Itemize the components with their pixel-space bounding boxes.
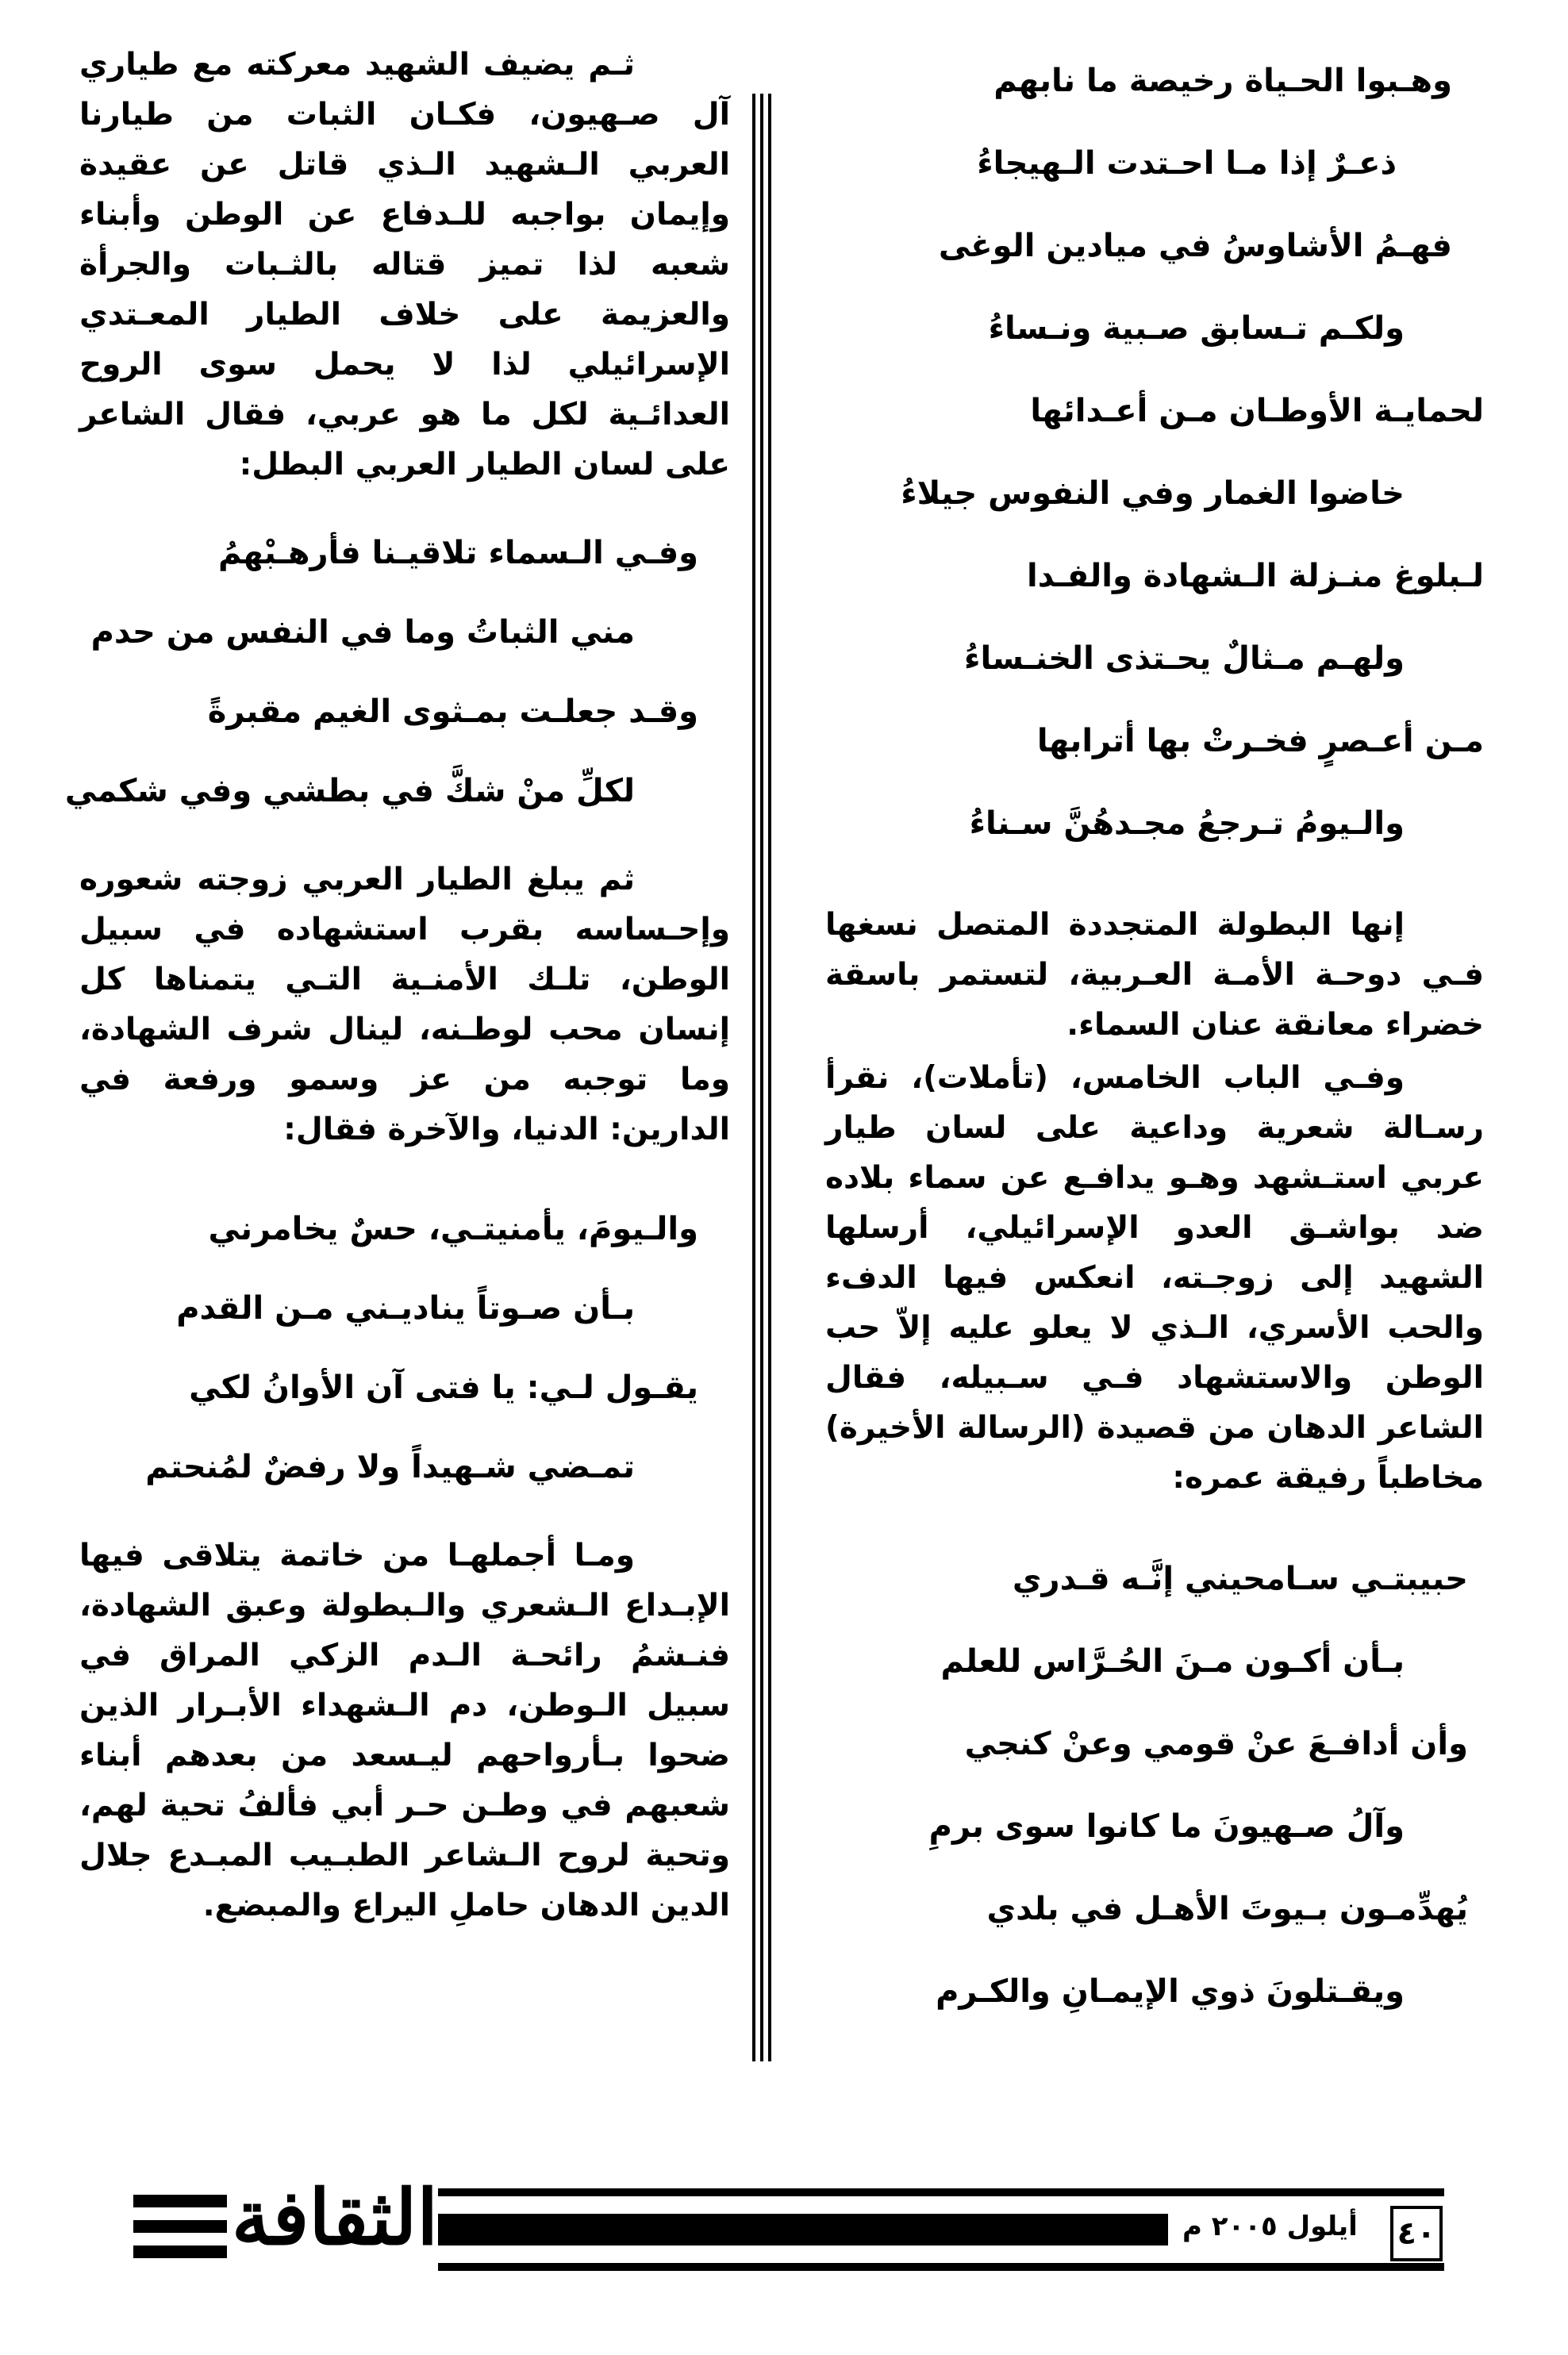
verse-line: يُهدِّمـون بـيوتَ الأهـل في بلدي	[986, 1891, 1468, 1927]
verse-line: ويقـتلونَ ذوي الإيمـانِ والكـرم	[936, 1973, 1405, 2010]
verse-line: لكلِّ منْ شكَّ في بطشي وفي شكمي	[64, 773, 635, 809]
verse-line: وفـي الـسماء تلاقيـنا فأرهـبْهمُ	[217, 535, 698, 571]
paragraph: ثم يبلغ الطيار العربي زوجته شعوره وإحـساسه بقرب استشهاده في سبيل الوطن، تلـك الأمنـية التـي يتمناها كل إنسان محب لوطـنه، لينال شرف الشهادة، وما توجبه من عز وسمو ورفعة في الدارين: الدنيا، والآخرة فقال:	[79, 862, 730, 1147]
column-divider	[752, 94, 755, 2061]
verse-line: لـبلوغ منـزلة الـشهادة والفـدا	[1027, 558, 1484, 594]
verse-line: لحمايـة الأوطـان مـن أعـدائها	[1030, 393, 1484, 429]
column-divider	[760, 94, 763, 2061]
verse-line: وآلُ صـهيونَ ما كانوا سوى برمِ	[928, 1808, 1405, 1845]
poem-block-4	[79, 1189, 730, 1507]
verse-line: حبيبتـي سـامحيني إنَّـه قـدري	[1012, 1561, 1468, 1597]
verse-line: ولهـم مـثالٌ يحـتذى الخنـساءُ	[964, 640, 1405, 677]
verse-line: وأن أدافـعَ عنْ قومي وعنْ كنجي	[964, 1726, 1468, 1762]
magazine-logo: الثقافة	[232, 2173, 439, 2262]
footer-rule	[133, 2220, 227, 2233]
verse-line: فهـمُ الأشاوسُ في ميادين الوغى	[938, 228, 1452, 264]
verse-line: وقـد جعلـت بمـثوى الغيم مقبرةً	[207, 693, 698, 730]
footer-rule	[133, 2195, 227, 2207]
poem-block-1	[825, 40, 1484, 865]
verse-line: مني الثباتُ وما في النفس من حدم	[90, 614, 635, 651]
verse-line: والـيومُ تـرجعُ مجـدهُنَّ سـناءُ	[969, 805, 1405, 842]
right-column	[825, 40, 1484, 2033]
verse-line: ذعـرٌ إذا مـا احـتدت الـهيجاءُ	[977, 145, 1397, 182]
left-column	[64, 40, 730, 1930]
verse-line: بـأن صـوتاً يناديـني مـن القدم	[176, 1290, 635, 1327]
paragraph: وفـي الباب الخامس، (تأملات)، نقرأ رسـالة شعرية وداعية على لسان طيار عربي استـشهد وهـو يدافـع عن سماء بلاده ضد بواشـق العدو الإسرائيلي، أرسلها الشهيد إلى زوجـته، انعكس فيها الدفء والحب الأسري، الـذي لا يعلو عليه إلاّ حب الوطن والاستشهاد فـي سـبيله، فقال الشاعر الدهان من قصيدة (الرسالة الأخيرة) مخاطباً رفيقة عمره:	[825, 1060, 1484, 1496]
poem-block-3	[64, 513, 730, 831]
verse-line: يقـول لـي: يا فتى آن الأوانُ لكي	[189, 1370, 698, 1406]
verse-line: بـأن أكـون مـنَ الحُـرَّاس للعلم	[940, 1643, 1405, 1680]
verse-line: وهـبوا الحـياة رخيصة ما نابهم	[993, 63, 1452, 99]
footer-rule	[438, 2263, 1444, 2271]
issue-date: أيلول ٢٠٠٥ م	[1182, 2211, 1358, 2242]
poem-block-2	[825, 1538, 1484, 2033]
verse-line: خاضوا الغمار وفي النفوس جيلاءُ	[901, 475, 1405, 512]
footer-rule	[438, 2188, 1444, 2196]
verse-line: مـن أعـصرٍ فخـرتْ بها أترابها	[1036, 723, 1484, 759]
paragraph: ثـم يضيف الشهيد معركته مع طياري آل صـهيون، فكـان الثبات من طيارنا العربي الـشهيد الـذي قاتل عن عقيدة وإيمان بواجبه للـدفاع عن الوطن وأبناء شعبه لذا تميز قتاله بالثـبات والجرأة والعزيمة على خلاف الطيار المعـتدي الإسرائيلي لذا لا يحمل سوى الروح العدائـية لكل ما هو عربي، فقال الشاعر على لسان الطيار العربي البطل:	[79, 47, 730, 482]
verse-line: والـيومَ، يأمنيتـي، حسٌ يخامرني	[208, 1211, 698, 1247]
column-divider	[768, 94, 771, 2061]
footer-rule	[438, 2214, 1168, 2246]
paragraph: ومـا أجملهـا من خاتمة يتلاقى فيها الإبـداع الـشعري والـبطولة وعبق الشهادة، فنـشمُ رائحـة الـدم الزكي المراق في سبيل الـوطن، دم الـشهداء الأبـرار الذين ضحوا بـأرواحهم ليـسعد من بعدهم أبناء شعبهم في وطـن حـر أبي فألفُ تحية لهم، وتحية لروح الـشاعر الطبـيب المبـدع جلال الدين الدهان حاملِ اليراع والمبضع.	[79, 1538, 730, 1923]
paragraph: إنها البطولة المتجددة المتصل نسغها فـي دوحـة الأمـة العـربية، لتستمر باسقة خضراء معانقة عنان السماء.	[825, 907, 1484, 1043]
verse-line: تمـضي شـهيداً ولا رفضٌ لمُنحتم	[145, 1449, 635, 1485]
verse-line: ولكـم تـسابق صـبية ونـساءُ	[988, 310, 1405, 347]
page-number: ٤٠	[1390, 2206, 1443, 2261]
footer-rule	[133, 2246, 227, 2258]
